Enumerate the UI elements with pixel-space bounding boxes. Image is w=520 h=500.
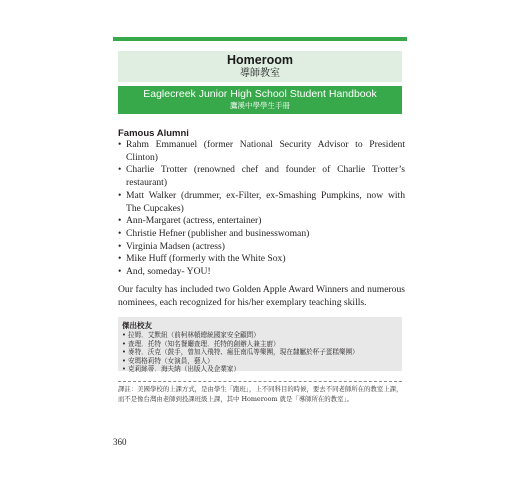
bullet: • [122,356,126,365]
alumni-item-text: Mike Huff (formerly with the White Sox) [126,253,286,265]
bullet: • [118,240,122,252]
alumni-item-text: Charlie Trotter (renowned chef and founder of Charlie Trotter’s restaurant) [126,164,405,189]
bullet: • [122,339,126,348]
alumni-zh-item-text: 查理．托特（知名餐廳查理．托特的創辦人兼主廚） [128,339,280,348]
handbook-title: Eaglecreek Junior High School Student Handbook [143,88,377,100]
bullet: • [118,215,122,227]
alumni-zh-item-text: 克莉絲蒂．海夫納（出版人及企業家） [128,365,241,374]
alumni-zh-item-text: 麥特．沃克（鼓手，曾加入飛特、瘋狂南瓜等樂團，現在隸屬於杯子蛋糕樂團） [128,348,359,357]
list-item [118,253,405,266]
top-green-rule [113,37,407,41]
alumni-item-text: Rahm Emmanuel (former National Security Advisor to President Clinton) [126,139,405,163]
note-divider [118,381,402,382]
list-item [118,228,405,241]
list-item [118,215,405,228]
handbook-banner [118,86,402,114]
list-item [122,348,402,357]
handbook-title-zh: 鷹溪中學學生手冊 [230,101,290,110]
bullet: • [122,331,126,339]
alumni-item-text: Virginia Madsen (actress) [126,240,225,252]
alumni-item-text: Ann-Margaret (actress, entertainer) [126,215,262,227]
alumni-item-text: Christie Hefner (publisher and businesswoman) [126,227,310,239]
bullet: • [118,227,122,239]
list-item [122,365,402,374]
alumni-item-text: And, someday- YOU! [126,266,211,278]
list-item [118,164,405,189]
translator-note: 譯註：美國學校的上課方式，是由學生「跑班」，上不同科目的時候，要去不同老師所在的教室上課，而不是像台灣由老師到投課班級上課，其中 Homeroom 就是「導師所在的教室」。 [118,385,403,403]
bullet: • [118,139,122,150]
famous-alumni-heading: Famous Alumni [118,128,189,139]
alumni-zh-heading: 傑出校友 [122,321,152,330]
bullet: • [122,365,126,374]
alumni-zh-box [118,317,402,374]
list-item [122,331,402,340]
bullet: • [118,253,122,265]
list-item [118,266,405,279]
alumni-zh-list [122,331,402,374]
alumni-item-text: Matt Walker (drummer, ex-Filter, ex-Smashing Pumpkins, now with The Cupcakes) [126,189,405,214]
page-number: 360 [113,437,127,447]
list-item [122,340,402,349]
bullet: • [122,348,126,357]
alumni-zh-item-text: 安瑪格莉特（女演員，藝人） [128,356,214,365]
bullet: • [118,164,122,176]
homeroom-header [118,51,402,82]
homeroom-title: Homeroom [227,53,293,67]
alumni-list [118,139,405,279]
alumni-zh-item-text: 拉姆．艾默紐（前柯林頓總統國家安全顧問） [128,331,260,339]
list-item [118,241,405,254]
bullet: • [118,266,122,278]
list-item [118,139,405,164]
homeroom-title-zh: 導師教室 [240,68,280,79]
bullet: • [118,189,122,201]
faculty-paragraph: Our faculty has included two Golden Apple Award Winners and numerous nominees, each recognized for his/her exemplary teaching skills. [118,284,405,308]
list-item [118,190,405,215]
